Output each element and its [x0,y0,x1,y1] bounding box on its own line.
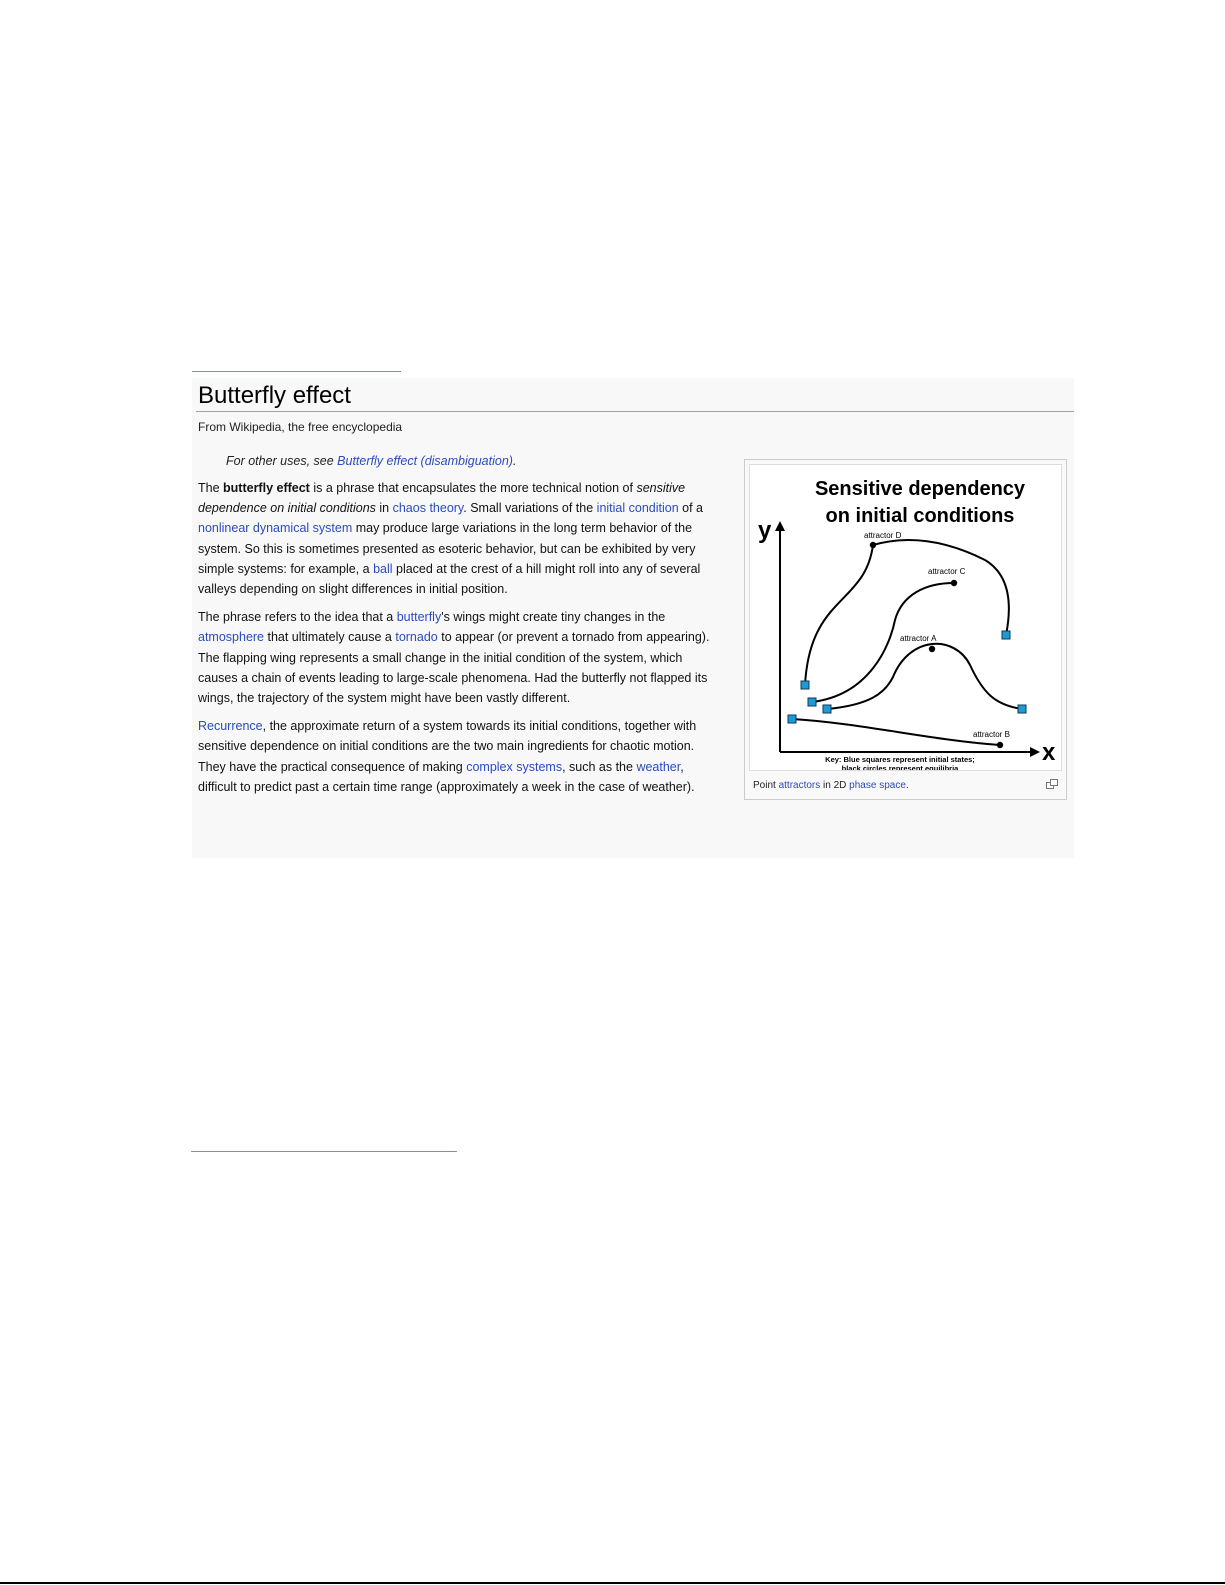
enlarge-icon[interactable] [1046,779,1058,789]
italic-term: sensitive dependence on initial conditions [198,481,686,516]
text: may produce large variations in the long term behavior of the system. So this is sometimes presented as esoteric behavior, but can be exhibited by very simple systems: for example, a [198,521,696,576]
recurrence-link[interactable]: Recurrence [198,719,263,734]
text: in 2D [820,780,850,791]
initial-state-2 [808,698,816,706]
text: , such as the [562,759,637,774]
attractor-a-label: attractor A [900,634,937,643]
text: that ultimately cause a [264,630,396,645]
complex-systems-link[interactable]: complex systems [466,759,563,774]
bold-term: butterfly effect [223,481,310,495]
text: Point [753,780,779,791]
initial-state-1 [801,681,809,689]
trajectory-to-attractor-b [792,719,1000,745]
equilibrium-b [997,742,1003,748]
top-horizontal-rule [192,371,401,372]
text: in [375,501,393,516]
page-bottom-border [0,1582,1225,1584]
paragraph-1 [198,478,718,599]
initial-state-3 [823,705,831,713]
text: is a phrase that encapsulates the more technical notion of [309,481,637,495]
tagline: From Wikipedia, the free encyclopedia [198,420,403,434]
hatnote-prefix: For other uses, see [226,454,338,468]
figure-title-line1: Sensitive dependency [814,478,1026,500]
equilibrium-c [951,580,957,586]
text: The [198,481,224,495]
equilibrium-d [870,542,876,548]
attractor-figure[interactable] [749,464,1062,771]
bottom-horizontal-rule [191,1151,457,1152]
nonlinear-dynamical-system-link[interactable]: nonlinear dynamical system [198,521,353,536]
title-underline [196,411,1074,412]
text: . [905,780,909,791]
chaos-theory-link[interactable]: chaos theory [392,501,464,516]
article-body [198,478,718,805]
attractors-link[interactable]: attractors [778,780,821,791]
butterfly-link[interactable]: butterfly [396,610,442,625]
weather-link[interactable]: weather [636,759,681,774]
text: placed at the crest of a hill might roll into any of several valleys depending on slight differences in initial position. [198,561,701,597]
initial-condition-link[interactable]: initial condition [596,501,679,516]
text: . Small variations of the [463,501,597,516]
attractor-c-label: attractor C [928,567,966,576]
figure-caption [753,780,909,791]
text: of a [678,501,703,516]
figure-title-line2: on initial conditions [825,505,1015,527]
text: to appear (or prevent a tornado from appearing). The flapping wing represents a small change in the initial condition of the system, which causes a chain of events leading to large-scale phenomena. Had the butterfly not flapped its wings, the trajectory of the system might have been vastly different. [198,630,710,706]
trajectory-to-attractor-a [827,644,1022,709]
text: The phrase refers to the idea that a [198,610,397,625]
figure-key-line2: black circles represent equilibria [841,764,959,770]
y-axis-label: y [758,517,772,544]
trajectory-to-attractor-d [805,540,1009,685]
attractor-d-label: attractor D [864,531,902,540]
paragraph-2 [198,607,718,708]
hatnote [226,454,516,468]
x-axis-arrow-icon [1030,747,1040,757]
equilibrium-a [929,646,935,652]
text: , the approximate return of a system towards its initial conditions, together with sensitive dependence on initial conditions are the two main ingredients for chaotic motion. They have the practical consequence of making [198,719,697,774]
article-screenshot [192,378,1074,858]
disambiguation-link[interactable]: Butterfly effect (disambiguation) [337,454,513,468]
figure-key-line1: Key: Blue squares represent initial states; [825,755,975,764]
tornado-link[interactable]: tornado [395,630,438,645]
initial-state-6 [1018,705,1026,713]
image-thumbnail [744,459,1067,800]
atmosphere-link[interactable]: atmosphere [198,630,265,645]
x-axis-label: x [1042,739,1056,766]
article-title: Butterfly effect [198,382,351,409]
paragraph-3 [198,716,718,797]
ball-link[interactable]: ball [373,561,393,576]
text: , difficult to predict past a certain time range (approximately a week in the case of weather). [198,759,695,794]
attractor-diagram [750,465,1061,770]
initial-state-5 [1002,631,1010,639]
initial-state-4 [788,715,796,723]
text: 's wings might create tiny changes in the [441,610,666,625]
y-axis-arrow-icon [775,521,785,531]
phase-space-link[interactable]: phase space [849,780,906,791]
attractor-b-label: attractor B [973,730,1010,739]
hatnote-suffix: . [512,454,517,468]
